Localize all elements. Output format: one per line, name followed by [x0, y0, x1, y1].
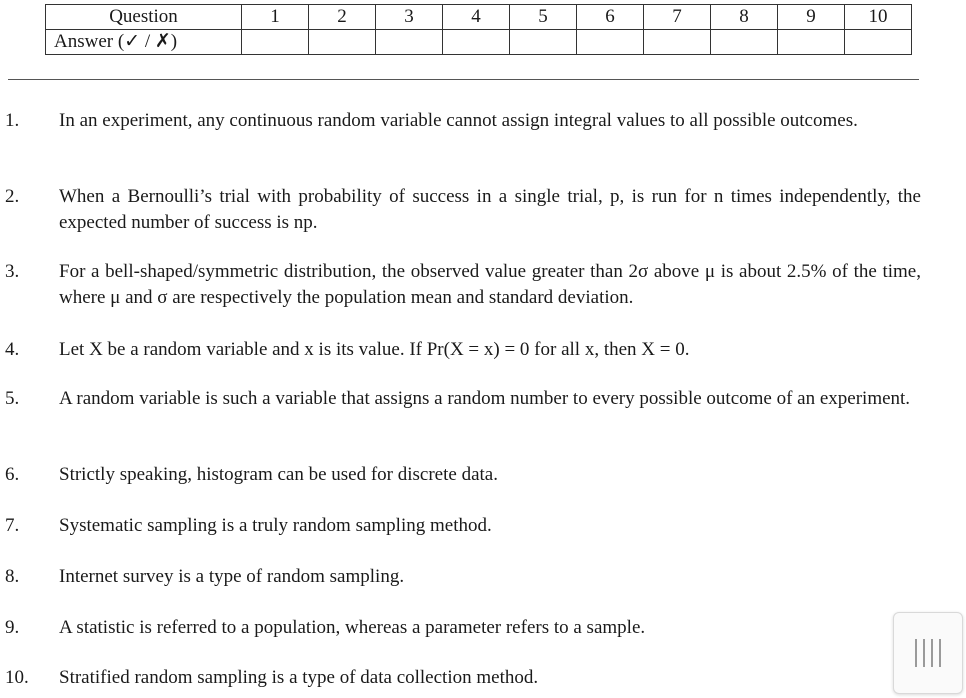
- question-text: For a bell-shaped/symmetric distribution, the observed value greater than 2σ above μ is about 2.5% of the time, where μ and σ are respectively the population mean and standard deviation.: [59, 261, 921, 308]
- question-number: 5.: [5, 388, 20, 409]
- menu-lines-icon: [912, 637, 944, 669]
- answer-cell[interactable]: [443, 30, 510, 55]
- question-text: When a Bernoulli’s trial with probability of success in a single trial, p, is run for n times independently, the expected number of success is np.: [59, 186, 921, 233]
- answer-cell[interactable]: [711, 30, 778, 55]
- answer-cell[interactable]: [845, 30, 912, 55]
- question-text: Strictly speaking, histogram can be used for discrete data.: [59, 464, 498, 485]
- question-number: 4.: [5, 339, 20, 360]
- question-text: A statistic is referred to a population, whereas a parameter refers to a sample.: [59, 617, 646, 638]
- answer-cell[interactable]: [510, 30, 577, 55]
- question-number-cell: 8: [711, 5, 778, 30]
- question-text: Systematic sampling is a truly random sampling method.: [59, 515, 492, 536]
- question-number: 7.: [5, 515, 20, 536]
- answer-cell[interactable]: [644, 30, 711, 55]
- question-number-cell: 1: [242, 5, 309, 30]
- question-text: A random variable is such a variable that assigns a random number to every possible outcome of an experiment.: [59, 388, 911, 409]
- answer-header-label: Answer (✓ / ✗): [46, 30, 242, 55]
- section-divider: [8, 79, 919, 80]
- question-number-cell: 2: [309, 5, 376, 30]
- answer-cell[interactable]: [778, 30, 845, 55]
- answer-cell[interactable]: [309, 30, 376, 55]
- menu-button[interactable]: [893, 612, 963, 694]
- answer-cell[interactable]: [242, 30, 309, 55]
- question-number-cell: 10: [845, 5, 912, 30]
- question-number-cell: 9: [778, 5, 845, 30]
- question-number: 1.: [5, 110, 20, 131]
- question-number: 6.: [5, 464, 20, 485]
- question-number-cell: 5: [510, 5, 577, 30]
- answer-row: [46, 30, 912, 55]
- answer-cell[interactable]: [577, 30, 644, 55]
- answer-table: [45, 4, 912, 55]
- question-text: In an experiment, any continuous random variable cannot assign integral values to all possible outcomes.: [59, 110, 858, 131]
- question-text: Stratified random sampling is a type of data collection method.: [59, 667, 539, 688]
- question-number-cell: 6: [577, 5, 644, 30]
- question-text: Let X be a random variable and x is its value. If Pr(X = x) = 0 for all x, then X = 0.: [59, 339, 690, 360]
- question-text: Internet survey is a type of random sampling.: [59, 566, 405, 587]
- question-number: 9.: [5, 617, 20, 638]
- question-number-cell: 4: [443, 5, 510, 30]
- question-number: 2.: [5, 186, 20, 207]
- question-number: 8.: [5, 566, 20, 587]
- question-header-label: Question: [46, 5, 242, 30]
- answer-cell[interactable]: [376, 30, 443, 55]
- question-number-cell: 7: [644, 5, 711, 30]
- question-number-row: [46, 5, 912, 30]
- question-number: 10.: [5, 667, 29, 688]
- question-number-cell: 3: [376, 5, 443, 30]
- question-number: 3.: [5, 261, 20, 282]
